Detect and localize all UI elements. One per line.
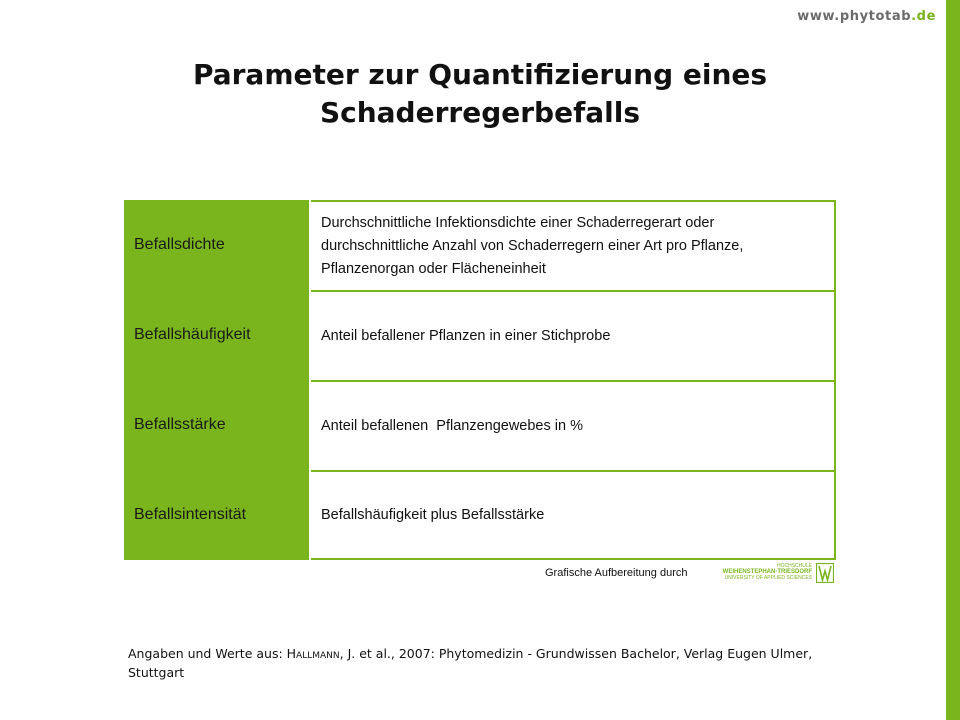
source-rest: , J. et al., 2007: Phytomedizin - Grundwissen Bachelor, Verlag Eugen Ulmer, Stuttgart [128,646,813,680]
source-prefix: Angaben und Werte aus: [128,646,287,661]
parameter-table [124,200,836,562]
site-url-prefix: www. [797,9,840,24]
definition-cell [311,290,836,380]
term-cell: Befallsstärke [124,380,310,470]
definition-text: Anteil befallener Pflanzen in einer Stichprobe [321,327,611,344]
university-mark-icon [816,563,834,583]
table-row [124,290,836,380]
term-cell: Befallshäufigkeit [124,290,310,380]
logo-line2: WEIHENSTEPHAN-TRIESDORF [722,569,812,575]
definition-text: Durchschnittliche Infektionsdichte einer Schaderregerart oder durchschnittliche Anzahl von Schaderregern einer Art pro Pflanze, Pflanzenorgan oder Flächeneinheit [321,214,744,277]
page-title [80,56,880,132]
definition-cell [311,470,836,560]
site-url[interactable] [797,9,936,24]
table-row [124,200,836,290]
table-row [124,470,836,560]
term-cell: Befallsintensität [124,470,310,560]
source-author: Hallmann [286,646,340,661]
site-url-tld: .de [911,9,936,24]
definition-text: Befallshäufigkeit plus Befallsstärke [321,506,545,523]
definition-cell [311,380,836,470]
source-citation [128,644,838,682]
university-logo [720,563,838,585]
credit-text: Grafische Aufbereitung durch [545,567,688,579]
logo-line1: HOCHSCHULE [776,563,812,569]
table-row [124,380,836,470]
page-title-line2: Schaderregerbefalls [319,96,641,129]
definition-cell [311,200,836,290]
site-url-name: phytotab [839,9,912,24]
definition-text: Anteil befallenen Pflanzengewebes in % [321,417,583,434]
right-accent-bar [946,0,960,720]
term-cell: Befallsdichte [124,200,310,290]
logo-line3: UNIVERSITY OF APPLIED SCIENCES [724,575,812,581]
logo-text [720,563,812,581]
page-title-line1: Parameter zur Quantifizierung eines [192,58,768,91]
